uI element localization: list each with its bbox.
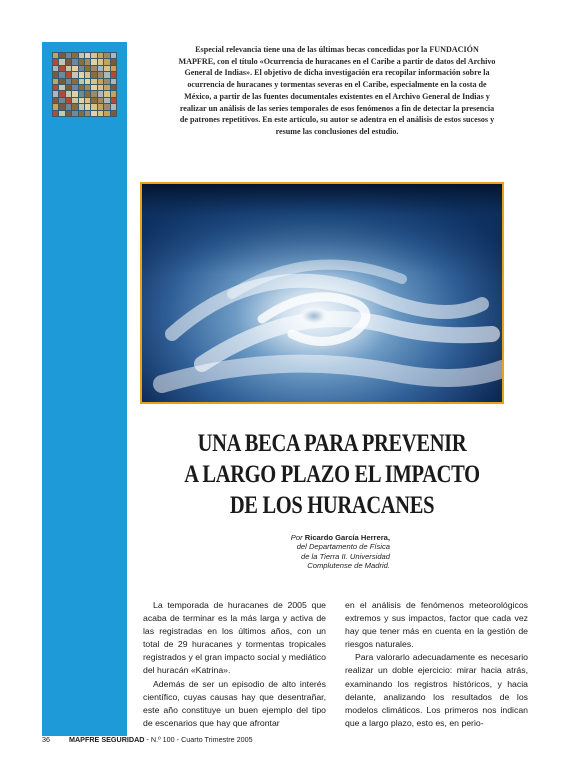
body-paragraph: en el análisis de fenómenos meteorológicos extremos y sus impactos, factor que cada vez hay que tener más en cuenta en la gestión de riesgos naturales. [345,600,528,650]
magazine-name: MAPFRE SEGURIDAD [69,735,145,744]
author-affiliation-line: de la Tierra II. Universidad [301,551,390,561]
archive-thumbnail-image [52,52,117,117]
author-byline [250,533,390,571]
author-affiliation-line: del Departamento de Física [296,542,390,552]
page-number: 36 [42,735,50,744]
body-paragraph: La temporada de huracanes de 2005 que acaba de terminar es la más larga y activa de las registradas en los últimos años, con un total de 29 huracanes y tormentas tropicales registrados y el gran impacto social y mediático del huracán «Katrina». [143,600,326,676]
hurricane-satellite-photo [140,182,504,404]
article-title [183,428,481,521]
body-column-left [143,599,326,730]
page-footer [42,735,253,744]
author-affiliation-line: Complutense de Madrid. [307,561,390,571]
issue-info: - N.º 100 - Cuarto Trimestre 2005 [146,735,253,744]
body-paragraph: Además de ser un episodio de alto interés científico, cuyas causas hay que desentrañar, este año constituye un buen ejemplo del tipo de escenarios que hay que afrontar [143,678,326,728]
title-line: DE LOS HURACANES [229,492,435,519]
body-column-right [345,599,528,730]
hurricane-illustration [142,184,502,402]
intro-paragraph: Especial relevancia tiene una de las últimas becas concedidas por la FUNDACIÓN MAPFRE, con el título «Ocurrencia de huracanes en el Caribe a partir de datos del Archivo General de Indias». El objetivo de dicha investigación era recopilar información sobre la ocurrencia de huracanes y tormentas severas en el Caribe, especialmente en la costa de México, a partir de las fuentes documentales existentes en el Archivo General de Indias y realizar un análisis de las series temporales de esos fenómenos a fin de detectar la presencia de patrones repetitivos. En este artículo, su autor se adentra en el análisis de estos sucesos y resume las conclusiones del estudio. [178,45,496,136]
blue-side-strip [42,42,127,736]
byline-prefix: Por [290,533,303,542]
author-name: Ricardo García Herrera, [304,533,390,542]
title-line: UNA BECA PARA PREVENIR [197,430,467,457]
title-line: A LARGO PLAZO EL IMPACTO [184,461,480,488]
body-paragraph: Para valorarlo adecuadamente es necesario realizar un doble ejercicio: mirar hacia atrás, examinando los registros históricos, y hacia delante, analizando los resultados de los modelos climáticos. Los primeros nos indican que a largo plazo, esto es, en perio- [345,652,528,728]
